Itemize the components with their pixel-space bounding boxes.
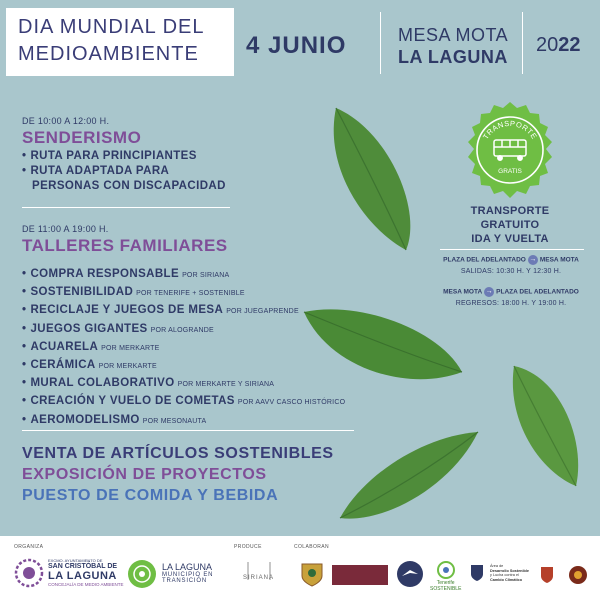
workshop-name: RECICLAJE Y JUEGOS DE MESA [30, 304, 224, 317]
leaf-illustration [300, 300, 470, 395]
org-city2: LA LAGUNA [48, 570, 117, 582]
workshop-host: POR MERKARTE Y SIRIANA [177, 381, 275, 389]
sponsors-footer [0, 536, 600, 600]
senderismo-title: SENDERISMO [22, 128, 142, 147]
transition-text [162, 562, 213, 584]
leaf-illustration [318, 100, 428, 260]
colaboran-label: COLABORAN [294, 544, 329, 550]
shield-icon [540, 566, 554, 584]
sustainable-area-text [490, 564, 529, 582]
route-to: MESA MOTA [539, 256, 579, 264]
route-divider [440, 249, 584, 250]
tenerife-logo-icon [432, 560, 460, 580]
extra-exhibition: EXPOSICIÓN DE PROYECTOS [22, 466, 267, 483]
arrow-right-icon: → [529, 256, 537, 263]
tenerife-line2: SOSTENIBLE [430, 586, 462, 592]
workshop-name: AEROMODELISMO [30, 413, 140, 426]
workshop-host: POR MESONAUTA [142, 417, 207, 425]
transition-line1: LA LAGUNA [162, 562, 213, 572]
header-divider [522, 12, 523, 74]
workshop-host: POR SIRIANA [182, 272, 230, 279]
transition-line2: MUNICIPIO EN [162, 572, 214, 578]
city-council-logo [14, 558, 44, 588]
list-item [22, 412, 345, 430]
event-title-line2: MEDIOAMBIENTE [18, 43, 199, 65]
route-outbound [436, 255, 586, 275]
coat-of-arms-icon [300, 562, 324, 588]
senderismo-list [22, 149, 226, 194]
event-year [536, 34, 581, 57]
transport-title-line: TRANSPORTE [470, 205, 550, 217]
route-stops [436, 287, 586, 297]
route-schedule: SALIDAS: 10:30 H. Y 12:30 H. [460, 268, 562, 275]
tenerife-text [430, 580, 461, 592]
city-council-text [48, 558, 124, 587]
workshop-name: ACUARELA [30, 340, 99, 353]
extra-food: PUESTO DE COMIDA Y BEBIDA [22, 487, 279, 504]
transport-title-line: GRATUITO [480, 219, 540, 231]
extra-sales: VENTA DE ARTÍCULOS SOSTENIBLES [22, 445, 334, 462]
list-item [22, 284, 345, 302]
org-small: EXCMO. AYUNTAMIENTO DE [48, 558, 103, 563]
bird-logo-icon [396, 560, 424, 588]
area-line3: y Lucha contra el [490, 573, 519, 578]
route-from: PLAZA DEL ADELANTADO [443, 256, 526, 264]
event-place [398, 24, 508, 68]
area-line1: Área de [490, 564, 504, 568]
transport-title [440, 204, 580, 246]
workshop-host: POR JUEGAPRENDE [226, 308, 299, 316]
workshop-name: CERÁMICA [30, 359, 96, 372]
area-line4: Cambio Climático [490, 577, 523, 582]
section-divider [22, 430, 354, 431]
neighbors-association-logo [332, 565, 388, 585]
event-title-line1: DIA MUNDIAL DEL [18, 16, 205, 38]
header [0, 0, 600, 86]
senderismo-time: DE 10:00 A 12:00 H. [22, 116, 110, 126]
workshop-host: POR AAVV CASCO HISTÓRICO [237, 399, 346, 407]
organiza-label: ORGANIZA [14, 544, 44, 550]
list-item: • RUTA ADAPTADA PARA [22, 164, 226, 179]
org-city1: SAN CRISTÓBAL DE [48, 563, 118, 570]
route-from: MESA MOTA [443, 288, 483, 296]
siriana-text: SIRIANA [243, 575, 275, 581]
siriana-logo [242, 560, 276, 586]
leaf-illustration [506, 362, 586, 492]
list-item [22, 339, 345, 357]
workshop-host: POR MERKARTE [101, 344, 160, 352]
place-line2: LA LAGUNA [398, 47, 508, 67]
transition-line3: TRANSICIÓN [162, 578, 208, 584]
arrow-right-icon: → [485, 288, 493, 295]
workshop-name: JUEGOS GIGANTES [30, 322, 148, 335]
leaf-illustration [334, 426, 484, 526]
route-to: PLAZA DEL ADELANTADO [496, 288, 579, 296]
transport-title-line: IDA Y VUELTA [471, 233, 549, 245]
workshop-host: POR TENERIFE + SOSTENIBLE [136, 290, 245, 298]
list-item [22, 302, 345, 320]
workshop-name: CREACIÓN Y VUELO DE COMETAS [30, 395, 235, 408]
talleres-title: TALLERES FAMILIARES [22, 236, 228, 255]
badge-top-path: TRANSPORTE [480, 118, 540, 141]
list-item: • RUTA PARA PRINCIPIANTES [22, 149, 226, 164]
badge-bottom-text: GRATIS [498, 168, 522, 175]
list-item [22, 357, 345, 375]
list-item [22, 321, 345, 339]
produce-label: PRODUCE [234, 544, 262, 550]
route-schedule: REGRESOS: 18:00 H. Y 19:00 H. [455, 300, 567, 307]
area-line2: Desarrollo Sostenible [490, 568, 530, 573]
talleres-time: DE 11:00 A 19:00 H. [22, 224, 109, 234]
transition-logo [126, 558, 158, 590]
place-line1: MESA MOTA [398, 25, 509, 45]
org-dept: CONCEJALÍA DE MEDIO AMBIENTE [48, 582, 124, 587]
workshop-host: POR MERKARTE [98, 363, 157, 371]
talleres-list [22, 266, 345, 430]
event-date: 4 JUNIO [246, 32, 347, 59]
section-divider [22, 207, 230, 208]
emblem-icon [568, 564, 588, 586]
list-item [22, 393, 345, 411]
year-prefix: 20 [536, 34, 559, 56]
year-suffix: 22 [558, 34, 581, 56]
header-divider [380, 12, 381, 74]
workshop-name: MURAL COLABORATIVO [30, 377, 175, 390]
transport-badge [462, 102, 558, 198]
list-item: PERSONAS CON DISCAPACIDAD [32, 180, 226, 192]
workshop-name: COMPRA RESPONSABLE [30, 268, 180, 280]
cabildo-shield-icon [470, 564, 484, 582]
list-item [22, 375, 345, 393]
event-title-box [6, 8, 234, 76]
workshop-name: SOSTENIBILIDAD [30, 286, 134, 299]
workshop-host: POR ALOGRANDE [150, 326, 214, 334]
tenerife-line1: Tenerife [436, 580, 455, 586]
list-item [22, 266, 345, 284]
route-stops [436, 255, 586, 265]
